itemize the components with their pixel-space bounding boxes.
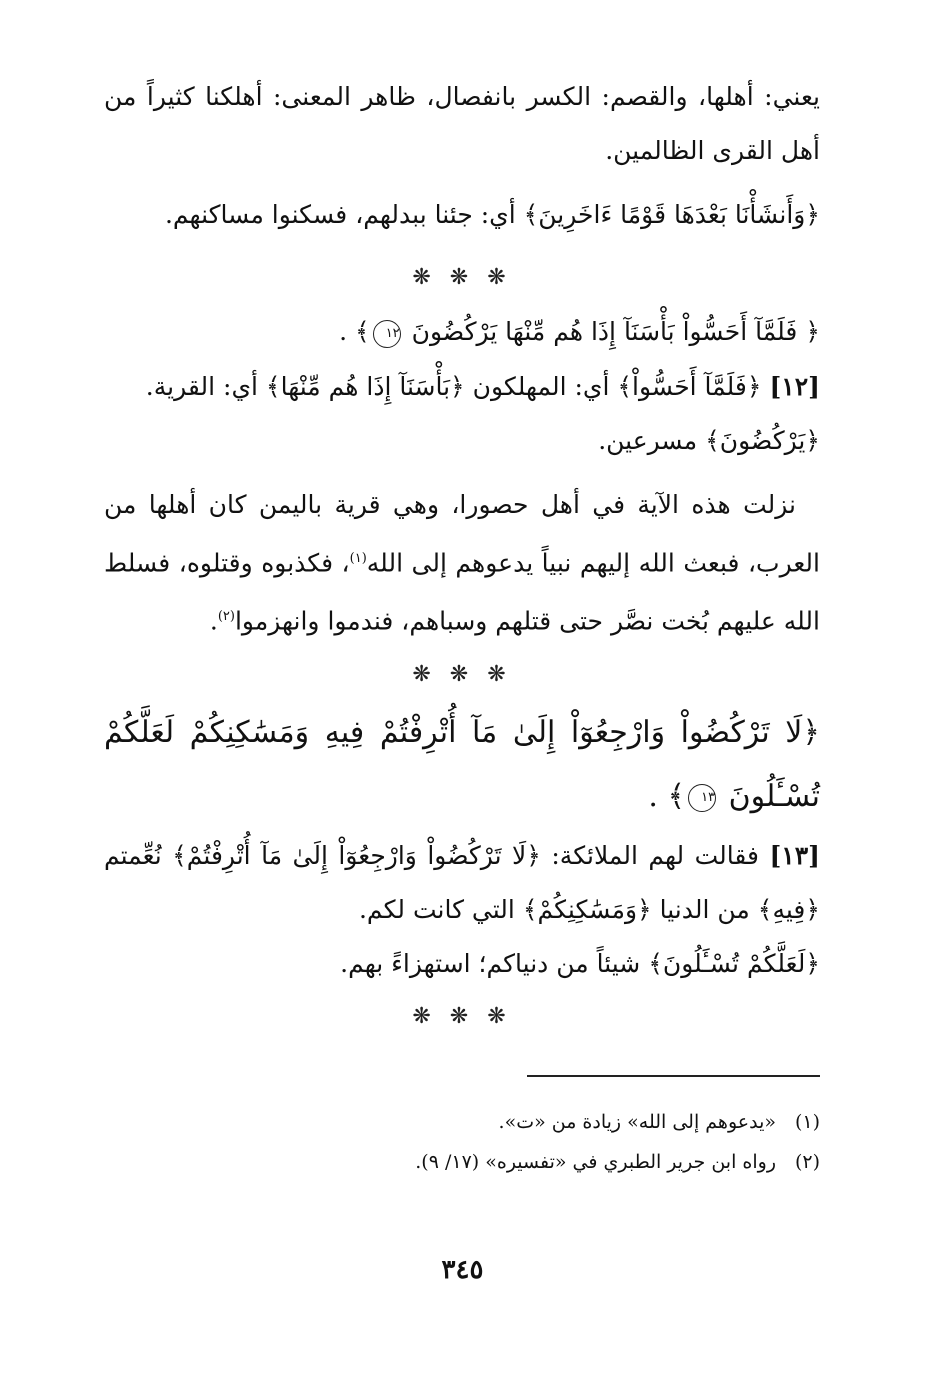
commentary-verse-13-cont — [104, 937, 820, 991]
footnote-marker: (٢) — [794, 1151, 820, 1173]
quran-bracket-open: ﴿ — [450, 372, 465, 401]
quran-bracket-close: ﴾ — [617, 372, 633, 401]
footnote-ref-1[interactable]: (١) — [349, 551, 367, 566]
quran-quote: بَأْسَنَآ إِذَا هُم مِّنْهَا — [280, 372, 451, 401]
commentary-text: أي: القرية. — [145, 372, 258, 401]
quran-bracket-close: ﴾ — [648, 948, 663, 978]
verse-number: [١٣] — [769, 840, 820, 870]
quran-bracket-close: ﴾ — [705, 426, 720, 455]
story-text: نزلت هذه الآية في أهل حصورا، وهي قرية باليمن كان أهلها من العرب، فبعث الله إليهم نبياً يدعوهم إلى الله — [104, 490, 820, 578]
quran-bracket-close: ﴾ — [522, 894, 538, 924]
ayah-number-marker: ١٣ — [688, 784, 716, 812]
page-number: ٣٤٥ — [441, 1255, 484, 1285]
quran-bracket-open: ﴿ — [805, 200, 820, 229]
quran-bracket-open: ﴿ — [802, 714, 820, 750]
commentary-text: شيئاً من دنياكم؛ استهزاءً بهم. — [340, 948, 641, 978]
commentary-text: فقالت لهم الملائكة: — [551, 840, 759, 870]
quran-bracket-close: ﴾ — [757, 894, 773, 924]
section-separator: ❋ ❋ ❋ — [412, 661, 512, 687]
story-text: . — [209, 606, 218, 636]
commentary-text: أي: المهلكون — [472, 372, 610, 401]
verse-number: [١٢] — [769, 372, 820, 401]
footnote-text: «يدعوهم إلى الله» زيادة من «ت». — [498, 1111, 776, 1133]
footnote-2 — [104, 1142, 820, 1182]
quran-quote: فِيهِ — [772, 894, 806, 924]
commentary-verse-12 — [104, 360, 820, 414]
page-body — [104, 70, 820, 1043]
footnote-text: رواه ابن جرير الطبري في «تفسيره» (١٧/ ٩). — [415, 1151, 776, 1173]
commentary-text: أي: جئنا ببدلهم، فسكنوا مساكنهم. — [164, 200, 516, 229]
quran-bracket-close: ﴾ — [523, 200, 539, 229]
quran-quote: وَمَسَٰكِنِكُمْ — [537, 894, 638, 924]
story-text: ، فكذبوه وقتلوه، فسلط الله عليهم بُخت نصَّر حتى قتلهم وسباهم، فندموا وانهزموا — [104, 548, 820, 636]
footnote-ref-2[interactable]: (٢) — [217, 609, 235, 625]
quran-bracket-open: ﴿ — [526, 840, 541, 870]
quran-bracket-close: ﴾ — [355, 317, 370, 346]
quran-quote: وَأَنشَأْنَا بَعْدَهَا قَوْمًا ءَاخَرِينَ — [538, 200, 806, 229]
quran-bracket-close: ﴾ — [667, 778, 686, 814]
ayah-13-text-a: لَا تَرْكُضُواْ وَارْجِعُوٓاْ إِلَىٰ مَآ أُتْرِفْتُمْ فِيهِ وَمَسَٰكِنِكُمْ لَعَلَّكُمْ — [104, 714, 803, 750]
quran-bracket-open: ﴿ — [805, 317, 820, 346]
quran-bracket-open: ﴿ — [805, 894, 820, 924]
quran-bracket-open: ﴿ — [805, 426, 820, 455]
ayah-12-text: فَلَمَّآ أَحَسُّواْ بَأْسَنَآ إِذَا هُم مِّنْهَا يَرْكُضُونَ — [411, 317, 798, 346]
footnotes — [104, 1102, 820, 1182]
quran-quote: لَعَلَّكُمْ تُسْـَٔلُونَ — [662, 948, 806, 978]
commentary-text: من الدنيا — [659, 894, 750, 924]
ayah-number-marker: ١٢ — [373, 320, 401, 348]
commentary-verse-12-cont — [104, 414, 820, 468]
ayah-12: ﴿ فَلَمَّآ أَحَسُّواْ بَأْسَنَآ إِذَا هُم مِّنْهَا يَرْكُضُونَ ١٢﴾ . — [339, 317, 820, 346]
paragraph-intro: يعني: أهلها، والقصم: الكسر بانفصال، ظاهر المعنى: أهلكنا كثيراً من أهل القرى الظالمين. — [104, 82, 820, 165]
section-separator: ❋ ❋ ❋ — [412, 1003, 512, 1029]
quran-quote: فَلَمَّآ أَحَسُّواْ — [632, 372, 747, 401]
quran-bracket-close: ﴾ — [265, 372, 281, 401]
quran-bracket-open: ﴿ — [637, 894, 652, 924]
quran-bracket-close: ﴾ — [172, 840, 187, 870]
paragraph-ayah-11-end — [104, 188, 820, 242]
quran-bracket-open: ﴿ — [805, 948, 820, 978]
commentary-text: نُعِّمتم — [104, 840, 162, 870]
commentary-verse-13 — [104, 829, 820, 937]
section-separator: ❋ ❋ ❋ — [412, 265, 512, 290]
quran-quote: لَا تَرْكُضُواْ وَارْجِعُوٓاْ إِلَىٰ مَآ أُتْرِفْتُمْ — [186, 840, 527, 870]
commentary-text: التي كانت لكم. — [358, 894, 515, 924]
quran-quote: يَرْكُضُونَ — [719, 426, 806, 455]
quran-bracket-open: ﴿ — [746, 372, 762, 401]
ayah-13-text-b: تُسْـَٔلُونَ — [728, 778, 820, 814]
commentary-text: مسرعين. — [598, 426, 698, 455]
footnote-divider — [527, 1075, 820, 1077]
footnote-marker: (١) — [794, 1111, 820, 1133]
paragraph-revelation-context — [104, 478, 820, 649]
ayah-13: ﴿لَا تَرْكُضُواْ وَارْجِعُوٓاْ إِلَىٰ مَآ أُتْرِفْتُمْ فِيهِ وَمَسَٰكِنِكُمْ لَعَلَّكُمْ تُسْـَٔلُونَ ١٣﴾ . — [104, 714, 820, 814]
footnote-1 — [104, 1102, 820, 1142]
